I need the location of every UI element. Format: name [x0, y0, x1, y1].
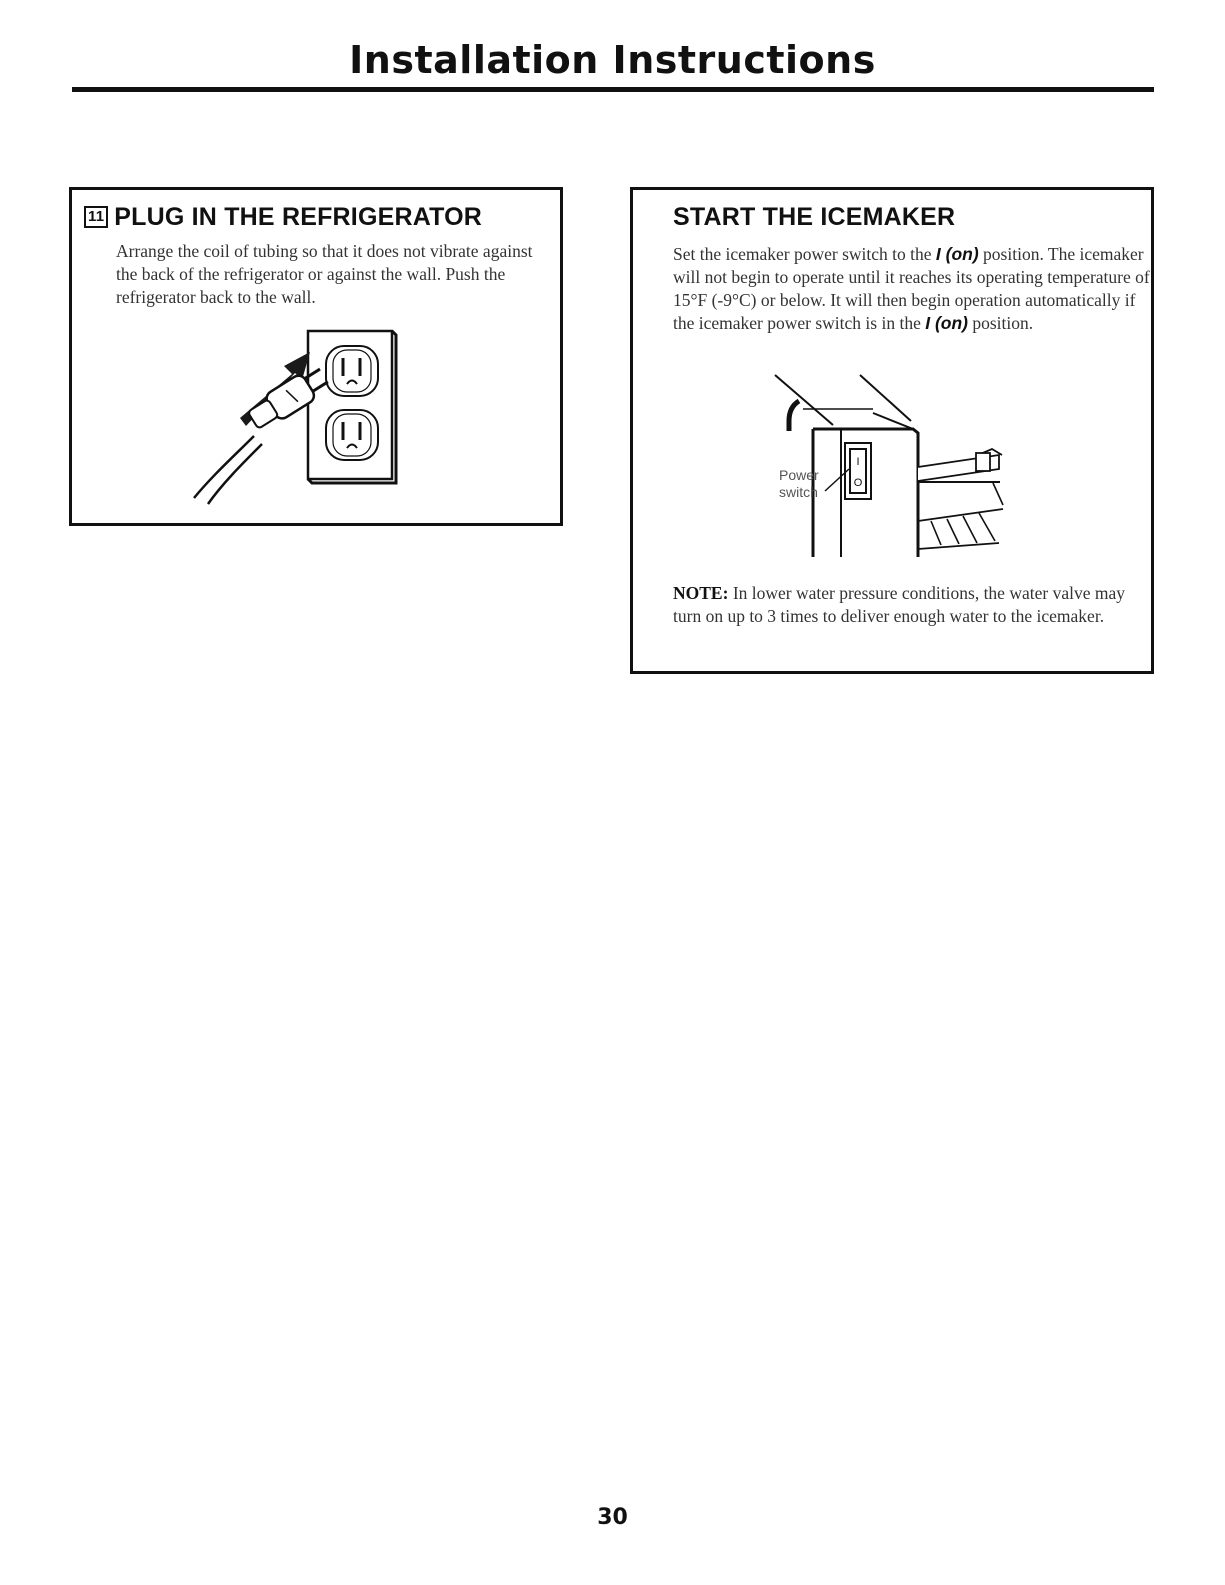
power-cord: [194, 436, 254, 498]
icemaker-heading: START THE ICEMAKER: [673, 203, 956, 231]
icemaker-text-2: position. The icemaker will not begin to operate until it reaches its operating temperature of 15°F (-9°C) or below. It will then begin operation automatically if the icemaker power switch is in the: [673, 244, 1150, 333]
on-label: I (on): [925, 313, 968, 333]
plug-outlet-illustration: [182, 326, 422, 506]
plug-in-instructions: Arrange the coil of tubing so that it does not vibrate against the back of the refrigerator or against the wall. Push the refrigerator back to the wall.: [116, 241, 533, 307]
page-number: 30: [597, 1505, 628, 1530]
icemaker-instructions: [673, 243, 1153, 335]
switch-on-mark: I: [856, 456, 860, 468]
title-rule: [72, 87, 1154, 92]
icemaker-text-3: position.: [967, 313, 1034, 333]
plug-in-heading: [84, 203, 482, 232]
note-label: NOTE:: [673, 583, 729, 603]
plug-in-heading-text: PLUG IN THE REFRIGERATOR: [114, 203, 483, 231]
icemaker-illustration: [763, 373, 1023, 563]
step-number-badge: 11: [84, 206, 108, 228]
icemaker-text-1: Set the icemaker power switch to the: [673, 244, 936, 264]
upper-receptacle: [326, 346, 378, 396]
page-title: Installation Instructions: [349, 38, 876, 82]
on-label: I (on): [935, 244, 979, 264]
switch-off-mark: O: [853, 477, 863, 489]
icemaker-note: [673, 582, 1133, 628]
icemaker-section: [630, 187, 1154, 674]
switch-label: switch: [779, 484, 818, 500]
lower-receptacle: [326, 410, 378, 460]
power-label: Power: [779, 467, 819, 483]
plug-in-section: [69, 187, 563, 526]
note-text: In lower water pressure conditions, the water valve may turn on up to 3 times to deliver enough water to the icemaker.: [673, 583, 1125, 626]
